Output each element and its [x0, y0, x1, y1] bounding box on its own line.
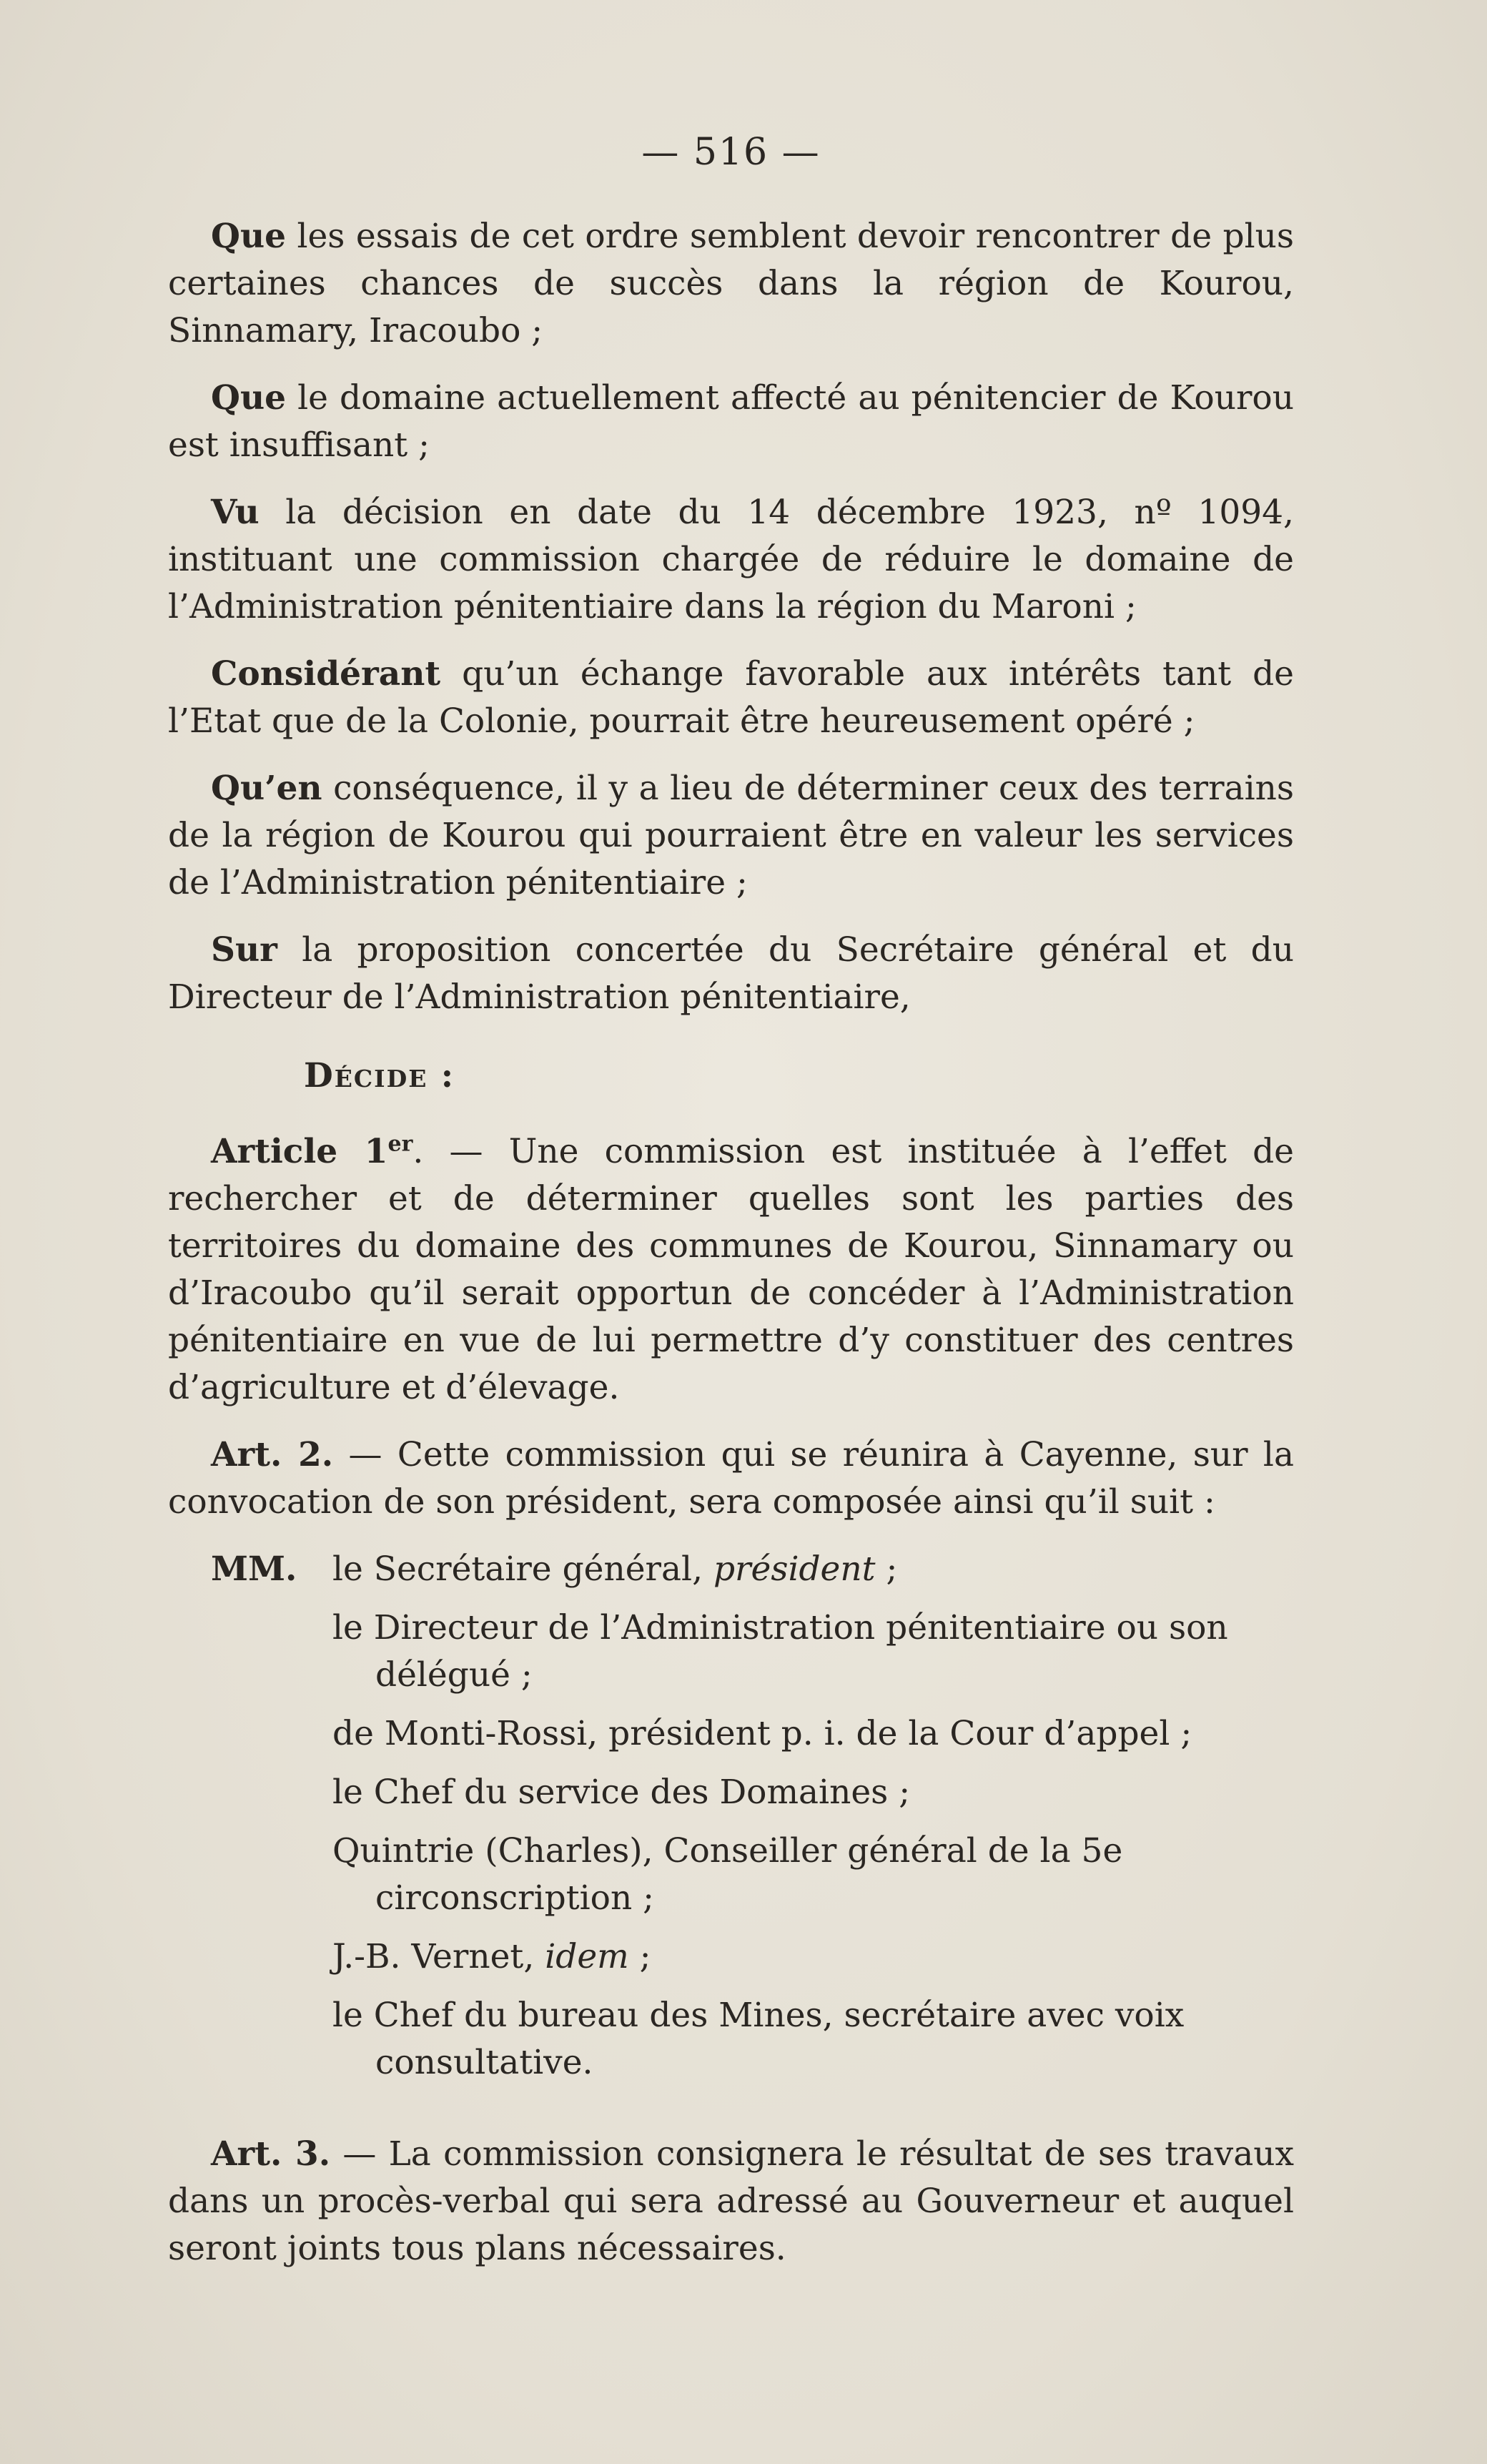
- para-text: conséquence, il y a lieu de déterminer ceux des terrains de la région de Kourou qui pourraient être en valeur les services de l’Administration pénitentiaire ;: [168, 769, 1294, 902]
- member-after: ;: [875, 1549, 898, 1589]
- article-1: [168, 1128, 1294, 1411]
- members-label: MM.: [211, 1549, 297, 1589]
- article-text: . — Une commission est instituée à l’effet de rechercher et de déterminer quelles sont les parties des territoires du domaine des communes de Kourou, Sinnamary ou d’Iracoubo qu’il serait opportun de concéder à l’Administration pénitentiaire en vue de lui permettre d’y constituer des centres d’agriculture et d’élevage.: [168, 1132, 1295, 1407]
- member-text: le Directeur de l’Administration pénitentiaire ou son délégué ;: [332, 1608, 1228, 1695]
- paragraph-vu-decision: [168, 489, 1294, 631]
- article-text: — Cette commission qui se réunira à Cayenne, sur la convocation de son président, sera composée ainsi qu’il suit :: [168, 1435, 1294, 1522]
- para-lead: Considérant: [211, 654, 441, 694]
- page-content: [168, 129, 1294, 2292]
- para-text: la proposition concertée du Secrétaire général et du Directeur de l’Administration pénitentiaire,: [168, 930, 1294, 1017]
- member-text: le Chef du bureau des Mines, secrétaire avec voix consultative.: [332, 1996, 1185, 2082]
- para-text: le domaine actuellement affecté au pénitencier de Kourou est insuffisant ;: [168, 378, 1294, 465]
- member-italic: idem: [534, 1937, 629, 1976]
- paragraph-considerant: [168, 651, 1294, 745]
- decide-heading: Décide :: [304, 1056, 455, 1095]
- member-text: le Secrétaire général,: [332, 1549, 703, 1589]
- article-label: Art. 2.: [211, 1435, 334, 1474]
- article-label-sup: er: [387, 1131, 413, 1157]
- member-item: [332, 1605, 1294, 1699]
- member-item: [332, 1828, 1294, 1922]
- member-text: de Monti-Rossi, président p. i. de la Cour d’appel ;: [332, 1714, 1192, 1753]
- para-text: la décision en date du 14 décembre 1923, nº 1094, instituant une commission chargée de réduire le domaine de l’Administration pénitentiaire dans la région du Maroni ;: [168, 493, 1294, 626]
- article-label: Article 1: [211, 1132, 388, 1171]
- member-item: [332, 1769, 1294, 1816]
- member-text: J.-B. Vernet,: [332, 1937, 535, 1976]
- member-text: le Chef du service des Domaines ;: [332, 1773, 911, 1812]
- paragraph-consequence: [168, 765, 1294, 907]
- para-lead: Que: [211, 217, 287, 256]
- page-number: — 516 —: [641, 131, 821, 174]
- members-row: [168, 1546, 1294, 2098]
- para-lead: Que: [211, 378, 287, 418]
- paragraph-proposition: [168, 927, 1294, 1021]
- article-2: [168, 1431, 1294, 1526]
- paragraph-que-essais: [168, 213, 1294, 355]
- article-label: Art. 3.: [211, 2134, 331, 2174]
- article-text: — La commission consignera le résultat de ses travaux dans un procès-verbal qui sera adressé au Gouverneur et auquel seront joints tous plans nécessaires.: [168, 2134, 1294, 2268]
- para-lead: Vu: [211, 493, 260, 532]
- members-list: [332, 1546, 1294, 2098]
- para-lead: Sur: [211, 930, 277, 970]
- member-item: [332, 1992, 1294, 2086]
- member-item: [332, 1933, 1294, 1981]
- member-item: [332, 1710, 1294, 1758]
- member-item: [332, 1546, 1294, 1593]
- paragraph-que-domaine: [168, 375, 1294, 469]
- member-italic: président: [703, 1549, 876, 1589]
- para-lead: Qu’en: [211, 769, 322, 808]
- article-3: [168, 2131, 1294, 2272]
- commission-members: [168, 1546, 1294, 2098]
- para-text: les essais de cet ordre semblent devoir rencontrer de plus certaines chances de succès dans la région de Kourou, Sinnamary, Iracoubo ;: [168, 217, 1294, 350]
- member-text: Quintrie (Charles), Conseiller général de la 5e circonscription ;: [332, 1831, 1123, 1918]
- para-text: qu’un échange favorable aux intérêts tant de l’Etat que de la Colonie, pourrait être heureusement opéré ;: [168, 654, 1294, 741]
- member-after: ;: [628, 1937, 651, 1976]
